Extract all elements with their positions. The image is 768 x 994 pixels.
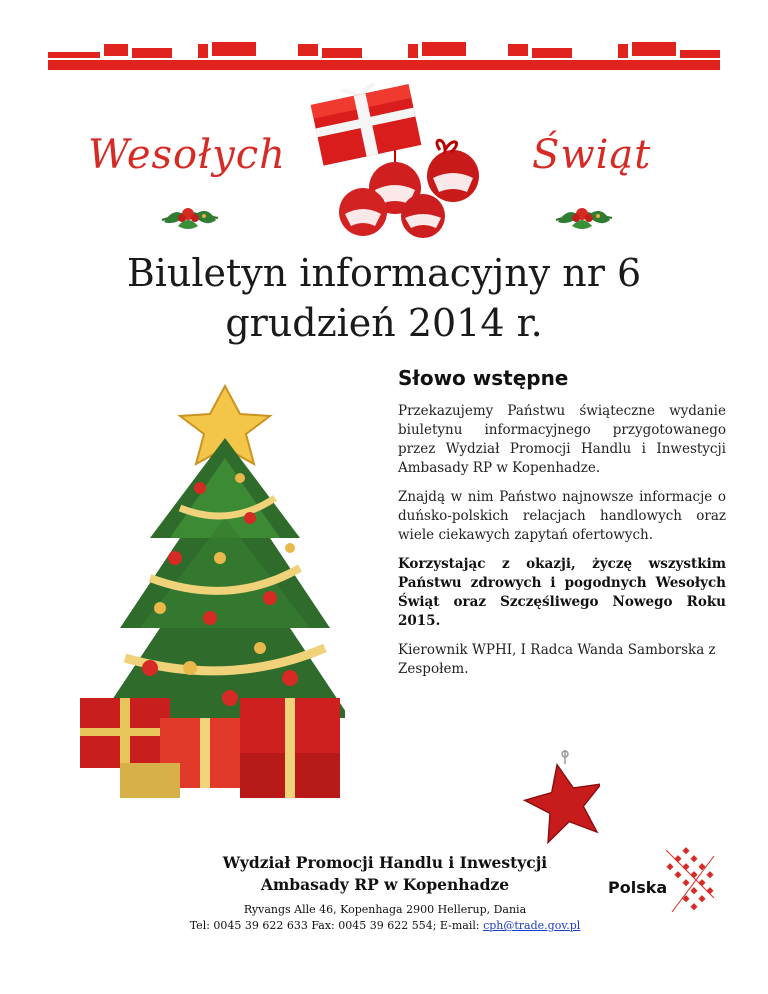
footer-department: Wydział Promocji Handlu i Inwestycji xyxy=(222,853,548,872)
christmas-tree-image xyxy=(80,368,345,798)
intro-paragraph-2: Znajdą w nim Państwo najnowsze informacje o duńsko-polskich relacjach handlowych oraz wiele ciekawych zapytań ofertowych. xyxy=(398,489,726,543)
polska-logo-text: Polska xyxy=(608,878,668,897)
gift-ornaments-image xyxy=(305,80,505,240)
title-line-2: grudzień 2014 r. xyxy=(225,301,543,345)
intro-paragraph-1: Przekazujemy Państwu świąteczne wydanie biuletynu informacyjnego przygotowanego przez Wydział Promocji Handlu i Inwestycji Ambasady RP w Kopenhadze. xyxy=(398,403,726,476)
intro-section xyxy=(398,366,726,689)
footer-contact xyxy=(160,918,610,933)
greeting-left: Wesołych xyxy=(88,132,286,178)
footer-address: Ryvangs Alle 46, Kopenhaga 2900 Hellerup, Dania xyxy=(243,903,527,916)
footer-embassy: Ambasady RP w Kopenhadze xyxy=(260,875,510,894)
bulletin-title xyxy=(60,248,708,348)
intro-signature: Kierownik WPHI, I Radca Wanda Samborska z Zespołem. xyxy=(398,642,716,677)
title-line-1: Biuletyn informacyjny nr 6 xyxy=(126,251,642,295)
intro-greeting-paragraph: Korzystając z okazji, życzę wszystkim Państwu zdrowych i pogodnych Wesołych Świąt oraz Szczęśliwego Nowego Roku 2015. xyxy=(398,556,726,629)
holly-icon xyxy=(158,196,222,236)
intro-heading: Słowo wstępne xyxy=(398,366,569,390)
star-ornament-icon xyxy=(510,750,600,850)
footer-contact-text: Tel: 0045 39 622 633 Fax: 0045 39 622 554; E-mail: xyxy=(189,919,484,932)
greeting-right: Świąt xyxy=(532,132,652,178)
red-pattern-band xyxy=(48,40,720,70)
footer xyxy=(160,852,610,933)
footer-email-link[interactable]: cph@trade.gov.pl xyxy=(483,919,581,932)
holly-icon xyxy=(552,196,616,236)
